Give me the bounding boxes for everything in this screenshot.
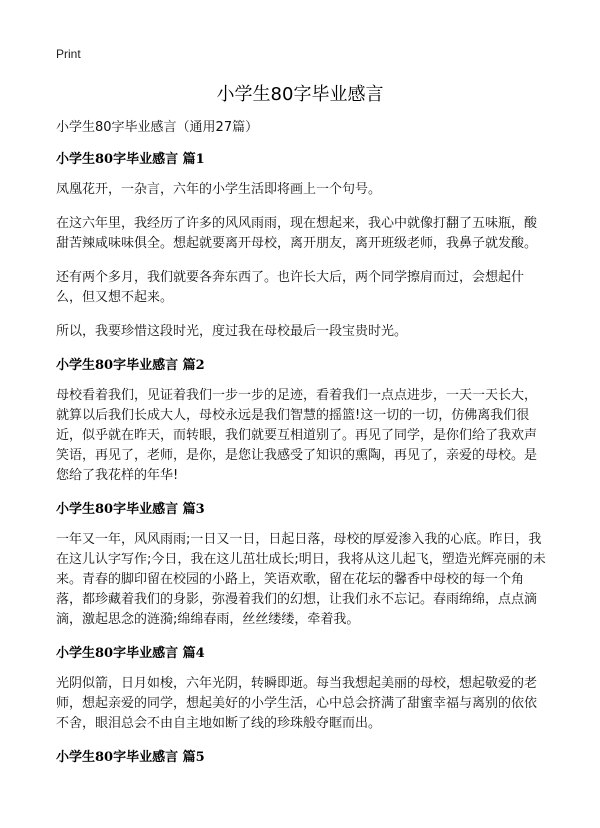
paragraph: 一年又一年，风风雨雨;一日又一日，日起日落，母校的厚爱渗入我的心底。昨日，我在这儿认字写作;今日，我在这儿茁壮成长;明日，我将从这儿起飞，塑造光辉亮丽的未来。青春的脚印留在校园的小路上，笑语欢歌，留在花坛的馨香中母校的每一个角落，都珍藏着我们的身影，弥漫着我们的幻想，让我们永不忘记。春雨绵绵，点点滴滴，激起思念的涟漪;绵绵春雨，丝丝缕缕，牵着我。 (56, 532, 546, 627)
section-2 (56, 356, 546, 486)
section-4 (56, 644, 546, 734)
section-1 (56, 150, 546, 342)
paragraph: 凤凰花开，一杂言，六年的小学生活即将画上一个句号。 (56, 182, 382, 197)
paragraph: 光阴似箭，日月如梭，六年光阴，转瞬即逝。每当我想起美丽的母校，想起敬爱的老师，想起亲爱的同学，想起美好的小学生活，心中总会挤满了甜蜜幸福与离别的依依不舍，眼泪总会不由自主地如断了线的珍珠般夺眶而出。 (56, 676, 538, 731)
print-link[interactable]: Print (56, 47, 81, 61)
section-heading: 小学生80字毕业感言 篇4 (56, 646, 205, 661)
section-heading: 小学生80字毕业感言 篇5 (56, 750, 205, 765)
section-3 (56, 500, 546, 630)
section-5 (56, 748, 546, 768)
paragraph: 还有两个多月，我们就要各奔东西了。也许长大后，两个同学擦肩而过，会想起什么，但又想不起来。 (56, 270, 525, 305)
page-title: 小学生80字毕业感言 (216, 84, 384, 105)
document-subtitle: 小学生80字毕业感言（通用27篇） (56, 120, 259, 135)
section-heading: 小学生80字毕业感言 篇3 (56, 502, 205, 517)
paragraph: 在这六年里，我经历了许多的风风雨雨，现在想起来，我心中就像打翻了五味瓶，酸甜苦辣咸味味俱全。想起就要离开母校，离开朋友，离开班级老师，我鼻子就发酸。 (56, 216, 538, 251)
section-heading: 小学生80字毕业感言 篇1 (56, 152, 205, 167)
paragraph: 母校看着我们，见证着我们一步一步的足迹，看着我们一点点进步，一天一天长大，就算以后我们长成大人，母校永远是我们智慧的摇篮!这一切的一切，仿佛离我们很近，似乎就在昨天，而转眼，我们就要互相道别了。再见了同学，是你们给了我欢声笑语，再见了，老师，是你，是您让我感受了知识的熏陶，再见了，亲爱的母校。是您给了我花样的年华! (56, 388, 538, 483)
paragraph: 所以，我要珍惜这段时光，度过我在母校最后一段宝贵时光。 (56, 324, 408, 339)
document-body (56, 118, 546, 778)
section-heading: 小学生80字毕业感言 篇2 (56, 358, 205, 373)
